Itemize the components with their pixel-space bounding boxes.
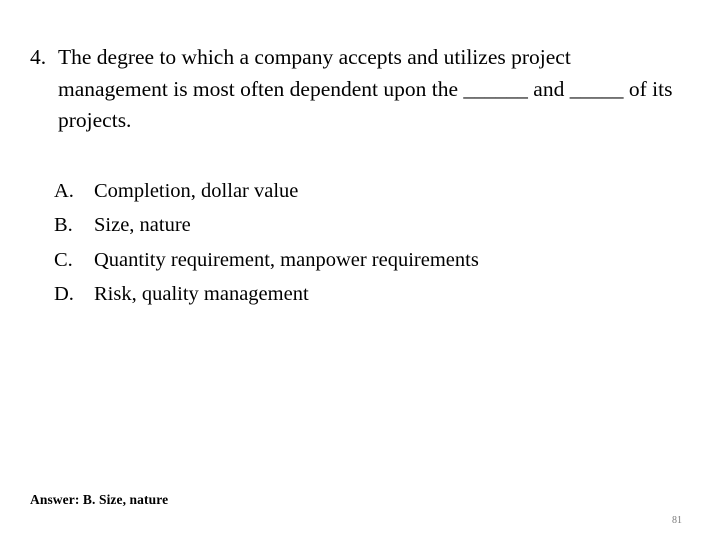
choice-letter-a: A.: [54, 180, 74, 202]
question-text: [30, 42, 678, 137]
question-line-3-mid: and: [527, 76, 570, 101]
question-blank-1: ______: [463, 76, 528, 101]
choice-letter-d: D.: [54, 283, 74, 306]
question-block: [30, 42, 678, 137]
question-line-2: project management is most often dependent upon the: [58, 45, 571, 101]
choice-letter-c: C.: [54, 248, 73, 271]
choice-option-b[interactable]: [54, 208, 674, 242]
choice-text-a: Completion, dollar value: [94, 180, 299, 202]
choice-list: [54, 174, 674, 312]
page-number: 81: [672, 515, 682, 526]
question-line-1: The degree to which a company accepts and utilizes: [58, 45, 506, 69]
choice-letter-b: B.: [54, 214, 73, 237]
choice-text-d: Risk, quality management: [94, 283, 309, 306]
choice-text-b: Size, nature: [94, 214, 191, 237]
choice-text-c: Quantity requirement, manpower requirements: [94, 248, 479, 271]
question-blank-2: _____: [569, 76, 624, 101]
choice-option-c[interactable]: [54, 243, 674, 277]
choice-option-a[interactable]: [54, 174, 674, 208]
question-number: 4.: [30, 45, 47, 69]
question-line-3-end: of its projects.: [58, 76, 673, 133]
answer-key: Answer: B. Size, nature: [30, 492, 169, 507]
choice-option-d[interactable]: [54, 277, 674, 311]
